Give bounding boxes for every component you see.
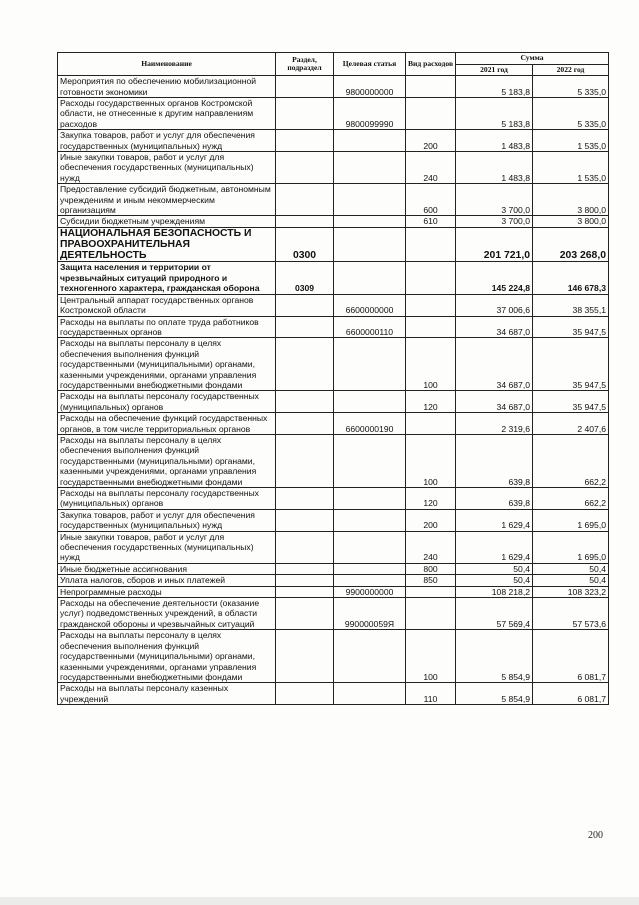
cell-section bbox=[276, 488, 334, 510]
cell-sum-2022: 35 947,5 bbox=[533, 338, 609, 391]
header-name: Наименование bbox=[58, 53, 276, 76]
cell-expense-type bbox=[406, 586, 456, 597]
table-row bbox=[58, 575, 609, 586]
cell-name: Иные бюджетные ассигнования bbox=[58, 563, 276, 574]
table-row bbox=[58, 630, 609, 683]
cell-sum-2022: 1 695,0 bbox=[533, 531, 609, 563]
table-row bbox=[58, 391, 609, 413]
cell-sum-2021: 1 629,4 bbox=[456, 509, 533, 531]
header-year-2022: 2022 год bbox=[533, 64, 609, 76]
cell-sum-2021: 50,4 bbox=[456, 563, 533, 574]
cell-expense-type bbox=[406, 262, 456, 294]
cell-sum-2022: 203 268,0 bbox=[533, 227, 609, 262]
cell-section: 0300 bbox=[276, 227, 334, 262]
scan-edge bbox=[0, 897, 639, 905]
cell-name: Расходы на выплаты персоналу в целях обеспечения выполнения функций государственными (муниципальными) органами, казенными учреждениями, органами управления государственными внебюджетными фондами bbox=[58, 434, 276, 487]
cell-name: Иные закупки товаров, работ и услуг для обеспечения государственных (муниципальных) нужд bbox=[58, 152, 276, 184]
cell-target-article: 9900000000 bbox=[334, 586, 406, 597]
cell-name: Расходы на выплаты по оплате труда работников государственных органов bbox=[58, 316, 276, 338]
cell-target-article: 6600000110 bbox=[334, 316, 406, 338]
cell-section bbox=[276, 216, 334, 227]
cell-sum-2022: 3 800,0 bbox=[533, 184, 609, 216]
cell-sum-2021: 1 483,8 bbox=[456, 130, 533, 152]
cell-sum-2021: 201 721,0 bbox=[456, 227, 533, 262]
cell-target-article bbox=[334, 227, 406, 262]
cell-expense-type: 120 bbox=[406, 391, 456, 413]
cell-sum-2021: 34 687,0 bbox=[456, 316, 533, 338]
cell-expense-type: 100 bbox=[406, 630, 456, 683]
cell-sum-2022: 50,4 bbox=[533, 575, 609, 586]
cell-target-article bbox=[334, 391, 406, 413]
header-year-2021: 2021 год bbox=[456, 64, 533, 76]
cell-sum-2022: 2 407,6 bbox=[533, 413, 609, 435]
cell-section bbox=[276, 563, 334, 574]
cell-name: Предоставление субсидий бюджетным, автономным учреждениям и иным некоммерческим организациям bbox=[58, 184, 276, 216]
cell-section bbox=[276, 98, 334, 130]
cell-expense-type bbox=[406, 227, 456, 262]
cell-target-article bbox=[334, 509, 406, 531]
table-row bbox=[58, 598, 609, 630]
cell-expense-type bbox=[406, 294, 456, 316]
cell-sum-2022: 5 335,0 bbox=[533, 98, 609, 130]
cell-sum-2022: 38 355,1 bbox=[533, 294, 609, 316]
cell-expense-type: 600 bbox=[406, 184, 456, 216]
table-row bbox=[58, 509, 609, 531]
cell-name: Расходы на выплаты персоналу в целях обеспечения выполнения функций государственными (муниципальными) органами, казенными учреждениями, органами управления государственными внебюджетными фондами bbox=[58, 338, 276, 391]
cell-name: Расходы на обеспечение деятельности (оказание услуг) подведомственных учреждений, в области гражданской обороны и чрезвычайных ситуаций bbox=[58, 598, 276, 630]
cell-name: Расходы государственных органов Костромской области, не отнесенные к другим направлениям расходов bbox=[58, 98, 276, 130]
cell-expense-type: 200 bbox=[406, 509, 456, 531]
cell-target-article bbox=[334, 563, 406, 574]
cell-section bbox=[276, 152, 334, 184]
cell-sum-2021: 5 183,8 bbox=[456, 98, 533, 130]
cell-target-article bbox=[334, 262, 406, 294]
cell-name: Субсидии бюджетным учреждениям bbox=[58, 216, 276, 227]
cell-sum-2021: 57 569,4 bbox=[456, 598, 533, 630]
table-row bbox=[58, 683, 609, 705]
cell-expense-type: 240 bbox=[406, 152, 456, 184]
cell-section bbox=[276, 509, 334, 531]
cell-sum-2021: 639,8 bbox=[456, 488, 533, 510]
cell-section bbox=[276, 630, 334, 683]
cell-section bbox=[276, 184, 334, 216]
cell-name: Уплата налогов, сборов и иных платежей bbox=[58, 575, 276, 586]
cell-sum-2022: 1 535,0 bbox=[533, 130, 609, 152]
header-sum: Сумма bbox=[456, 53, 609, 65]
table-row bbox=[58, 413, 609, 435]
cell-section bbox=[276, 531, 334, 563]
cell-target-article: 6600000000 bbox=[334, 294, 406, 316]
cell-expense-type bbox=[406, 76, 456, 98]
cell-expense-type: 850 bbox=[406, 575, 456, 586]
cell-target-article bbox=[334, 575, 406, 586]
cell-sum-2021: 5 854,9 bbox=[456, 630, 533, 683]
cell-name: НАЦИОНАЛЬНАЯ БЕЗОПАСНОСТЬ И ПРАВООХРАНИТЕЛЬНАЯ ДЕЯТЕЛЬНОСТЬ bbox=[58, 227, 276, 262]
cell-target-article bbox=[334, 683, 406, 705]
cell-sum-2022: 1 695,0 bbox=[533, 509, 609, 531]
cell-name: Расходы на выплаты персоналу государственных (муниципальных) органов bbox=[58, 488, 276, 510]
header-expense-type: Вид расходов bbox=[406, 53, 456, 76]
cell-target-article: 9800099990 bbox=[334, 98, 406, 130]
table-row bbox=[58, 294, 609, 316]
cell-name: Расходы на обеспечение функций государственных органов, в том числе территориальных органов bbox=[58, 413, 276, 435]
cell-sum-2022: 146 678,3 bbox=[533, 262, 609, 294]
cell-sum-2021: 108 218,2 bbox=[456, 586, 533, 597]
cell-sum-2022: 5 335,0 bbox=[533, 76, 609, 98]
cell-expense-type: 100 bbox=[406, 434, 456, 487]
cell-section bbox=[276, 598, 334, 630]
cell-expense-type: 110 bbox=[406, 683, 456, 705]
cell-sum-2022: 662,2 bbox=[533, 488, 609, 510]
cell-name: Мероприятия по обеспечению мобилизационной готовности экономики bbox=[58, 76, 276, 98]
cell-section bbox=[276, 316, 334, 338]
table-row bbox=[58, 434, 609, 487]
cell-target-article bbox=[334, 152, 406, 184]
cell-section bbox=[276, 575, 334, 586]
cell-sum-2022: 3 800,0 bbox=[533, 216, 609, 227]
cell-sum-2022: 108 323,2 bbox=[533, 586, 609, 597]
cell-name: Расходы на выплаты персоналу в целях обеспечения выполнения функций государственными (муниципальными) органами, казенными учреждениями, органами управления государственными внебюджетными фондами bbox=[58, 630, 276, 683]
cell-section: 0309 bbox=[276, 262, 334, 294]
cell-target-article bbox=[334, 338, 406, 391]
cell-target-article bbox=[334, 434, 406, 487]
cell-sum-2022: 57 573,6 bbox=[533, 598, 609, 630]
table-row bbox=[58, 586, 609, 597]
cell-name: Иные закупки товаров, работ и услуг для обеспечения государственных (муниципальных) нужд bbox=[58, 531, 276, 563]
cell-expense-type: 800 bbox=[406, 563, 456, 574]
cell-name: Непрограммные расходы bbox=[58, 586, 276, 597]
cell-sum-2021: 3 700,0 bbox=[456, 216, 533, 227]
cell-target-article: 6600000190 bbox=[334, 413, 406, 435]
page-number: 200 bbox=[588, 830, 603, 841]
cell-target-article bbox=[334, 130, 406, 152]
cell-expense-type: 610 bbox=[406, 216, 456, 227]
cell-target-article bbox=[334, 216, 406, 227]
cell-target-article bbox=[334, 531, 406, 563]
cell-section bbox=[276, 294, 334, 316]
cell-sum-2021: 34 687,0 bbox=[456, 338, 533, 391]
table-row bbox=[58, 531, 609, 563]
table-row bbox=[58, 216, 609, 227]
budget-table bbox=[57, 52, 609, 705]
cell-sum-2021: 50,4 bbox=[456, 575, 533, 586]
cell-sum-2022: 662,2 bbox=[533, 434, 609, 487]
cell-expense-type: 200 bbox=[406, 130, 456, 152]
cell-target-article bbox=[334, 488, 406, 510]
table-header bbox=[58, 53, 609, 76]
cell-expense-type bbox=[406, 98, 456, 130]
cell-section bbox=[276, 391, 334, 413]
cell-name: Расходы на выплаты персоналу государственных (муниципальных) органов bbox=[58, 391, 276, 413]
cell-sum-2021: 37 006,6 bbox=[456, 294, 533, 316]
cell-name: Защита населения и территории от чрезвычайных ситуаций природного и техногенного характера, гражданская оборона bbox=[58, 262, 276, 294]
table-row bbox=[58, 227, 609, 262]
cell-name: Закупка товаров, работ и услуг для обеспечения государственных (муниципальных) нужд bbox=[58, 130, 276, 152]
table-row bbox=[58, 98, 609, 130]
cell-sum-2022: 50,4 bbox=[533, 563, 609, 574]
cell-name: Центральный аппарат государственных органов Костромской области bbox=[58, 294, 276, 316]
cell-sum-2022: 35 947,5 bbox=[533, 391, 609, 413]
cell-sum-2022: 6 081,7 bbox=[533, 683, 609, 705]
cell-expense-type: 100 bbox=[406, 338, 456, 391]
cell-expense-type: 120 bbox=[406, 488, 456, 510]
cell-sum-2021: 639,8 bbox=[456, 434, 533, 487]
header-target: Целевая статья bbox=[334, 53, 406, 76]
table-row bbox=[58, 316, 609, 338]
cell-sum-2022: 1 535,0 bbox=[533, 152, 609, 184]
cell-sum-2021: 145 224,8 bbox=[456, 262, 533, 294]
cell-section bbox=[276, 338, 334, 391]
table-row bbox=[58, 338, 609, 391]
cell-sum-2021: 2 319,6 bbox=[456, 413, 533, 435]
cell-sum-2021: 5 183,8 bbox=[456, 76, 533, 98]
table-row bbox=[58, 563, 609, 574]
table-row bbox=[58, 262, 609, 294]
cell-sum-2022: 6 081,7 bbox=[533, 630, 609, 683]
table-row bbox=[58, 152, 609, 184]
cell-sum-2021: 34 687,0 bbox=[456, 391, 533, 413]
cell-section bbox=[276, 683, 334, 705]
cell-expense-type bbox=[406, 413, 456, 435]
cell-name: Расходы на выплаты персоналу казенных учреждений bbox=[58, 683, 276, 705]
cell-expense-type bbox=[406, 316, 456, 338]
table-body bbox=[58, 76, 609, 705]
cell-target-article: 990000059Я bbox=[334, 598, 406, 630]
cell-sum-2021: 5 854,9 bbox=[456, 683, 533, 705]
cell-section bbox=[276, 586, 334, 597]
cell-target-article bbox=[334, 630, 406, 683]
cell-sum-2021: 1 629,4 bbox=[456, 531, 533, 563]
cell-name: Закупка товаров, работ и услуг для обеспечения государственных (муниципальных) нужд bbox=[58, 509, 276, 531]
cell-section bbox=[276, 76, 334, 98]
table-row bbox=[58, 130, 609, 152]
cell-section bbox=[276, 434, 334, 487]
table-row bbox=[58, 184, 609, 216]
table-row bbox=[58, 76, 609, 98]
cell-section bbox=[276, 413, 334, 435]
cell-target-article bbox=[334, 184, 406, 216]
table-row bbox=[58, 488, 609, 510]
header-section: Раздел, подраздел bbox=[276, 53, 334, 76]
cell-expense-type: 240 bbox=[406, 531, 456, 563]
cell-sum-2021: 1 483,8 bbox=[456, 152, 533, 184]
cell-section bbox=[276, 130, 334, 152]
cell-expense-type bbox=[406, 598, 456, 630]
cell-target-article: 9800000000 bbox=[334, 76, 406, 98]
cell-sum-2021: 3 700,0 bbox=[456, 184, 533, 216]
cell-sum-2022: 35 947,5 bbox=[533, 316, 609, 338]
